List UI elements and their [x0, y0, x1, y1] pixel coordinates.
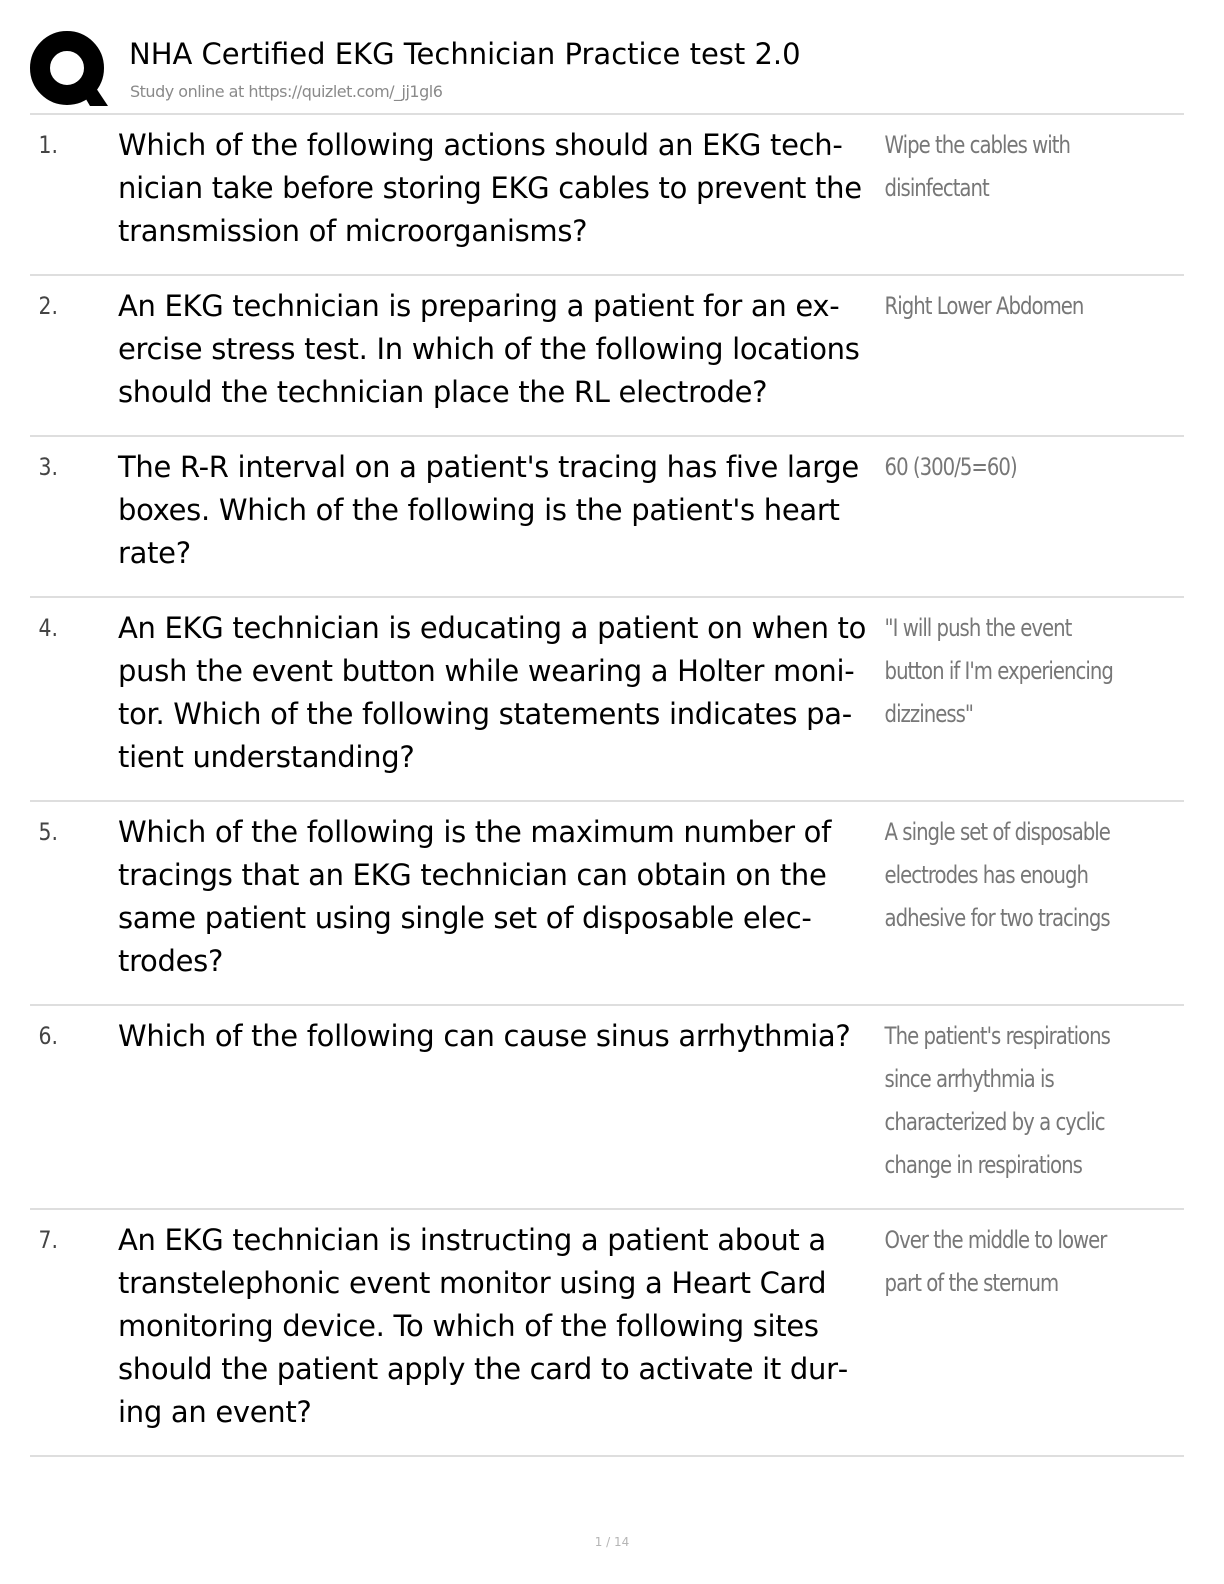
card-number: 2. [38, 292, 58, 320]
flashcard-row [30, 598, 1184, 802]
flashcard-row [30, 115, 1184, 276]
card-definition: Right Lower Abdomen [884, 292, 1084, 320]
card-number: 4. [38, 614, 58, 642]
quizlet-logo-icon [30, 30, 108, 108]
flashcard-row [30, 1210, 1184, 1457]
card-term: An EKG technician is instructing a patient about a transtelephonic event monitor using a Heart Card monitoring device. To which of the following sites should the patient apply the card to activate it during an event? [118, 1223, 849, 1429]
card-term: An EKG technician is educating a patient on when to push the event button while wearing a Holter monitor. Which of the following statements indicates patient understanding? [118, 611, 867, 774]
card-term: Which of the following actions should an EKG technician take before storing EKG cables to prevent the transmission of microorganisms? [118, 128, 862, 248]
flashcard-list [30, 115, 1184, 1457]
card-term: An EKG technician is preparing a patient for an exercise stress test. In which of the following locations should the technician place the RL electrode? [118, 289, 860, 409]
card-definition: A single set of disposable electrodes has enough adhesive for two tracings [884, 818, 1110, 932]
page-number: 1 / 14 [594, 1535, 630, 1549]
card-term: The R-R interval on a patient's tracing has five large boxes. Which of the following is the patient's heart rate? [118, 450, 859, 570]
card-definition: Wipe the cables with disinfectant [884, 131, 1070, 202]
card-term: Which of the following can cause sinus arrhythmia? [118, 1019, 851, 1053]
card-definition: The patient's respirations since arrhythmia is characterized by a cyclic change in respirations [884, 1022, 1110, 1179]
card-definition: "I will push the event button if I'm experiencing dizziness" [884, 614, 1113, 728]
card-definition: Over the middle to lower part of the sternum [884, 1226, 1107, 1297]
card-number: 7. [38, 1226, 58, 1254]
flashcard-row [30, 276, 1184, 437]
flashcard-row [30, 802, 1184, 1006]
card-number: 3. [38, 453, 58, 481]
page-header [30, 28, 1190, 112]
card-number: 5. [38, 818, 58, 846]
card-number: 1. [38, 131, 58, 159]
document-title: NHA Certified EKG Technician Practice test 2.0 [129, 37, 801, 71]
study-online-link-text: Study online at https://quizlet.com/_jj1gl6 [130, 82, 443, 101]
card-number: 6. [38, 1022, 58, 1050]
card-term: Which of the following is the maximum number of tracings that an EKG technician can obtain on the same patient using single set of disposable electrodes? [118, 815, 832, 978]
flashcard-row [30, 437, 1184, 598]
card-definition: 60 (300/5=60) [884, 453, 1017, 481]
flashcard-row [30, 1006, 1184, 1210]
